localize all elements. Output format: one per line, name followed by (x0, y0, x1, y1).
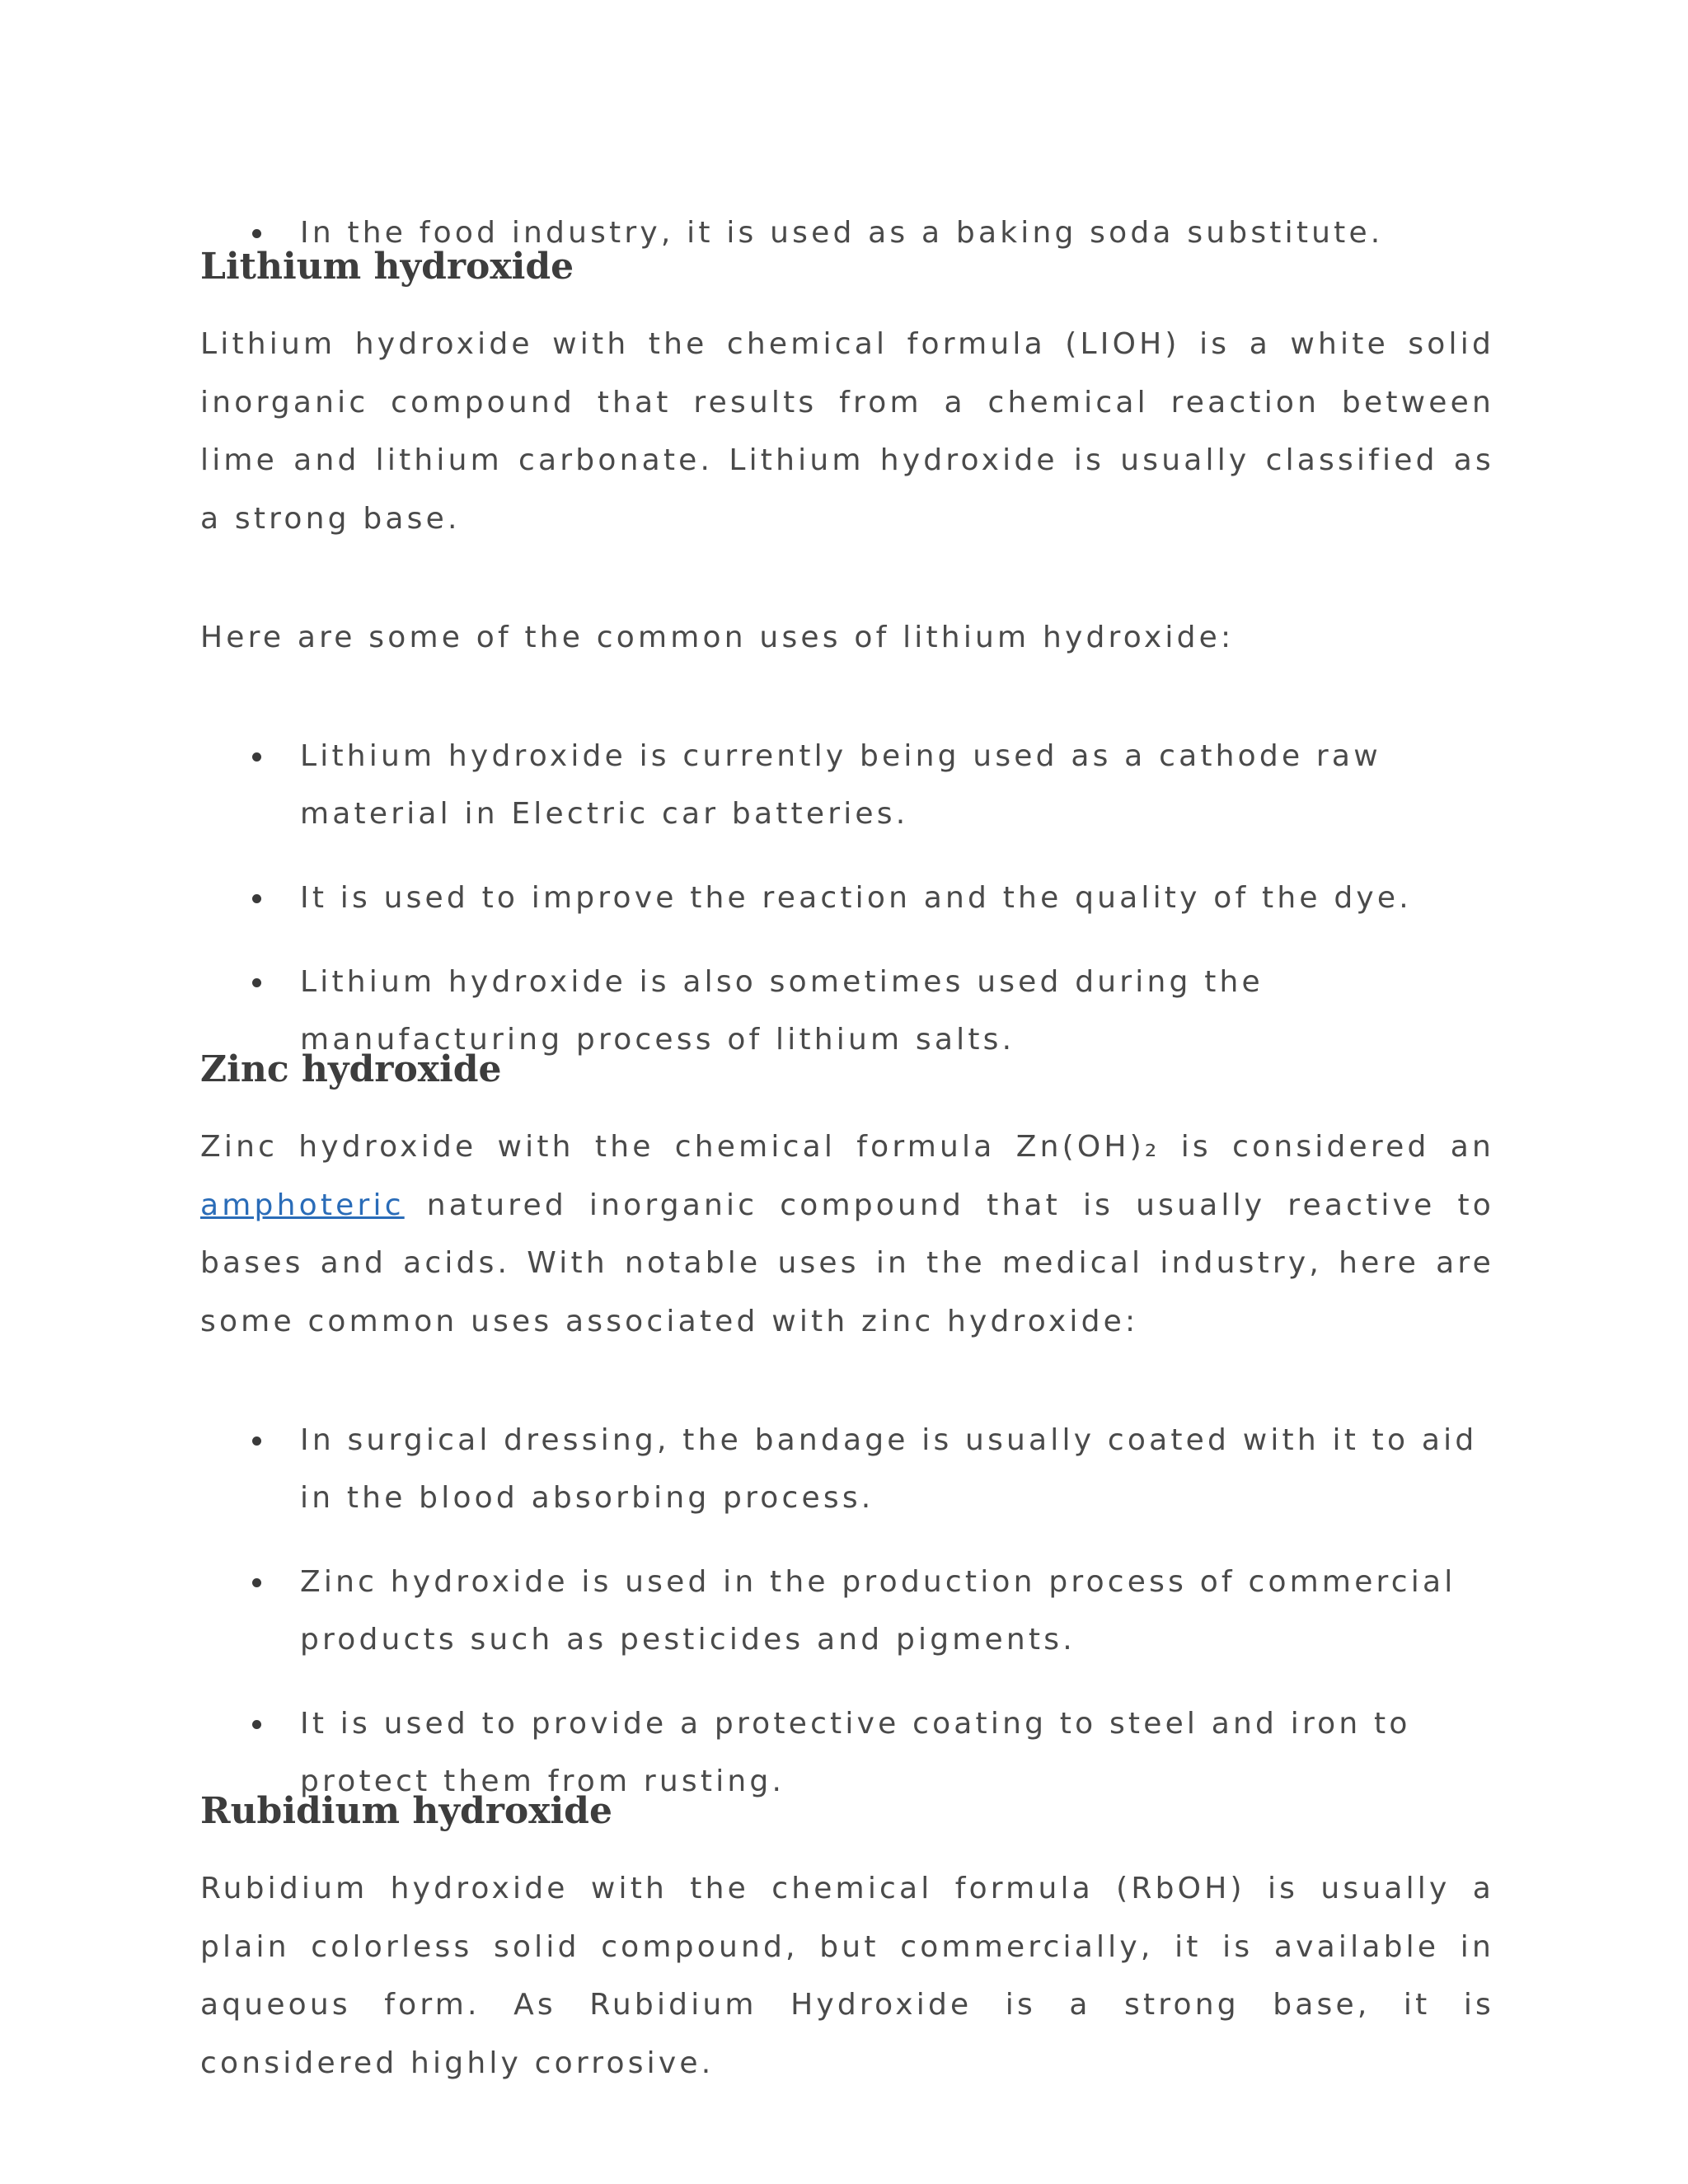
list-item-text: Zinc hydroxide is used in the production process of commercial products such as pesticides and pigments. (300, 1565, 1456, 1657)
list-item-text: Lithium hydroxide is also sometimes used during the manufacturing process of lithium salts. (300, 965, 1264, 1057)
bullet-icon (252, 1436, 261, 1446)
section-heading-lithium: Lithium hydroxide (200, 246, 574, 288)
lithium-uses-list (200, 728, 1494, 1069)
list-item (200, 869, 1494, 927)
bullet-icon (252, 229, 261, 238)
list-item-text: In surgical dressing, the bandage is usually coated with it to aid in the blood absorbing process. (300, 1423, 1478, 1515)
zinc-paragraph-start: Zinc hydroxide with the chemical formula Zn(OH)₂ is considered an (200, 1130, 1494, 1164)
list-item-text: Lithium hydroxide is currently being used as a cathode raw material in Electric car batteries. (300, 739, 1381, 831)
bullet-icon (252, 752, 261, 762)
list-item-text: In the food industry, it is used as a baking soda substitute. (300, 216, 1384, 250)
zinc-uses-list (200, 1412, 1494, 1811)
amphoteric-link[interactable]: amphoteric (200, 1188, 405, 1222)
lithium-paragraph: Lithium hydroxide with the chemical formula (LIOH) is a white solid inorganic compound that results from a chemical reaction between lime and lithium carbonate. Lithium hydroxide is usually classified as a strong base. (200, 327, 1494, 536)
list-item (200, 954, 1494, 1069)
document-page (200, 210, 1494, 2093)
list-item (200, 1695, 1494, 1811)
bullet-icon (252, 978, 261, 987)
list-item (200, 1412, 1494, 1527)
section-heading-zinc: Zinc hydroxide (200, 1048, 502, 1090)
list-item (200, 1554, 1494, 1669)
section-heading-rubidium: Rubidium hydroxide (200, 1790, 612, 1832)
list-item-text: It is used to improve the reaction and the quality of the dye. (300, 881, 1412, 915)
lithium-uses-intro: Here are some of the common uses of lithium hydroxide: (200, 621, 1235, 654)
list-item-text: It is used to provide a protective coating to steel and iron to protect them from rusting. (300, 1707, 1411, 1798)
zinc-paragraph-end: natured inorganic compound that is usually reactive to bases and acids. With notable uses in the medical industry, here are some common uses associated with zinc hydroxide: (200, 1188, 1494, 1338)
bullet-icon (252, 894, 261, 903)
zinc-paragraph (200, 1118, 1494, 1351)
list-item (200, 210, 1494, 256)
rubidium-paragraph: Rubidium hydroxide with the chemical formula (RbOH) is usually a plain colorless solid compound, but commercially, it is available in aqueous form. As Rubidium Hydroxide is a strong base, it is considered highly corrosive. (200, 1872, 1494, 2080)
intro-list (200, 210, 1494, 256)
bullet-icon (252, 1720, 261, 1729)
list-item (200, 728, 1494, 843)
bullet-icon (252, 1578, 261, 1587)
